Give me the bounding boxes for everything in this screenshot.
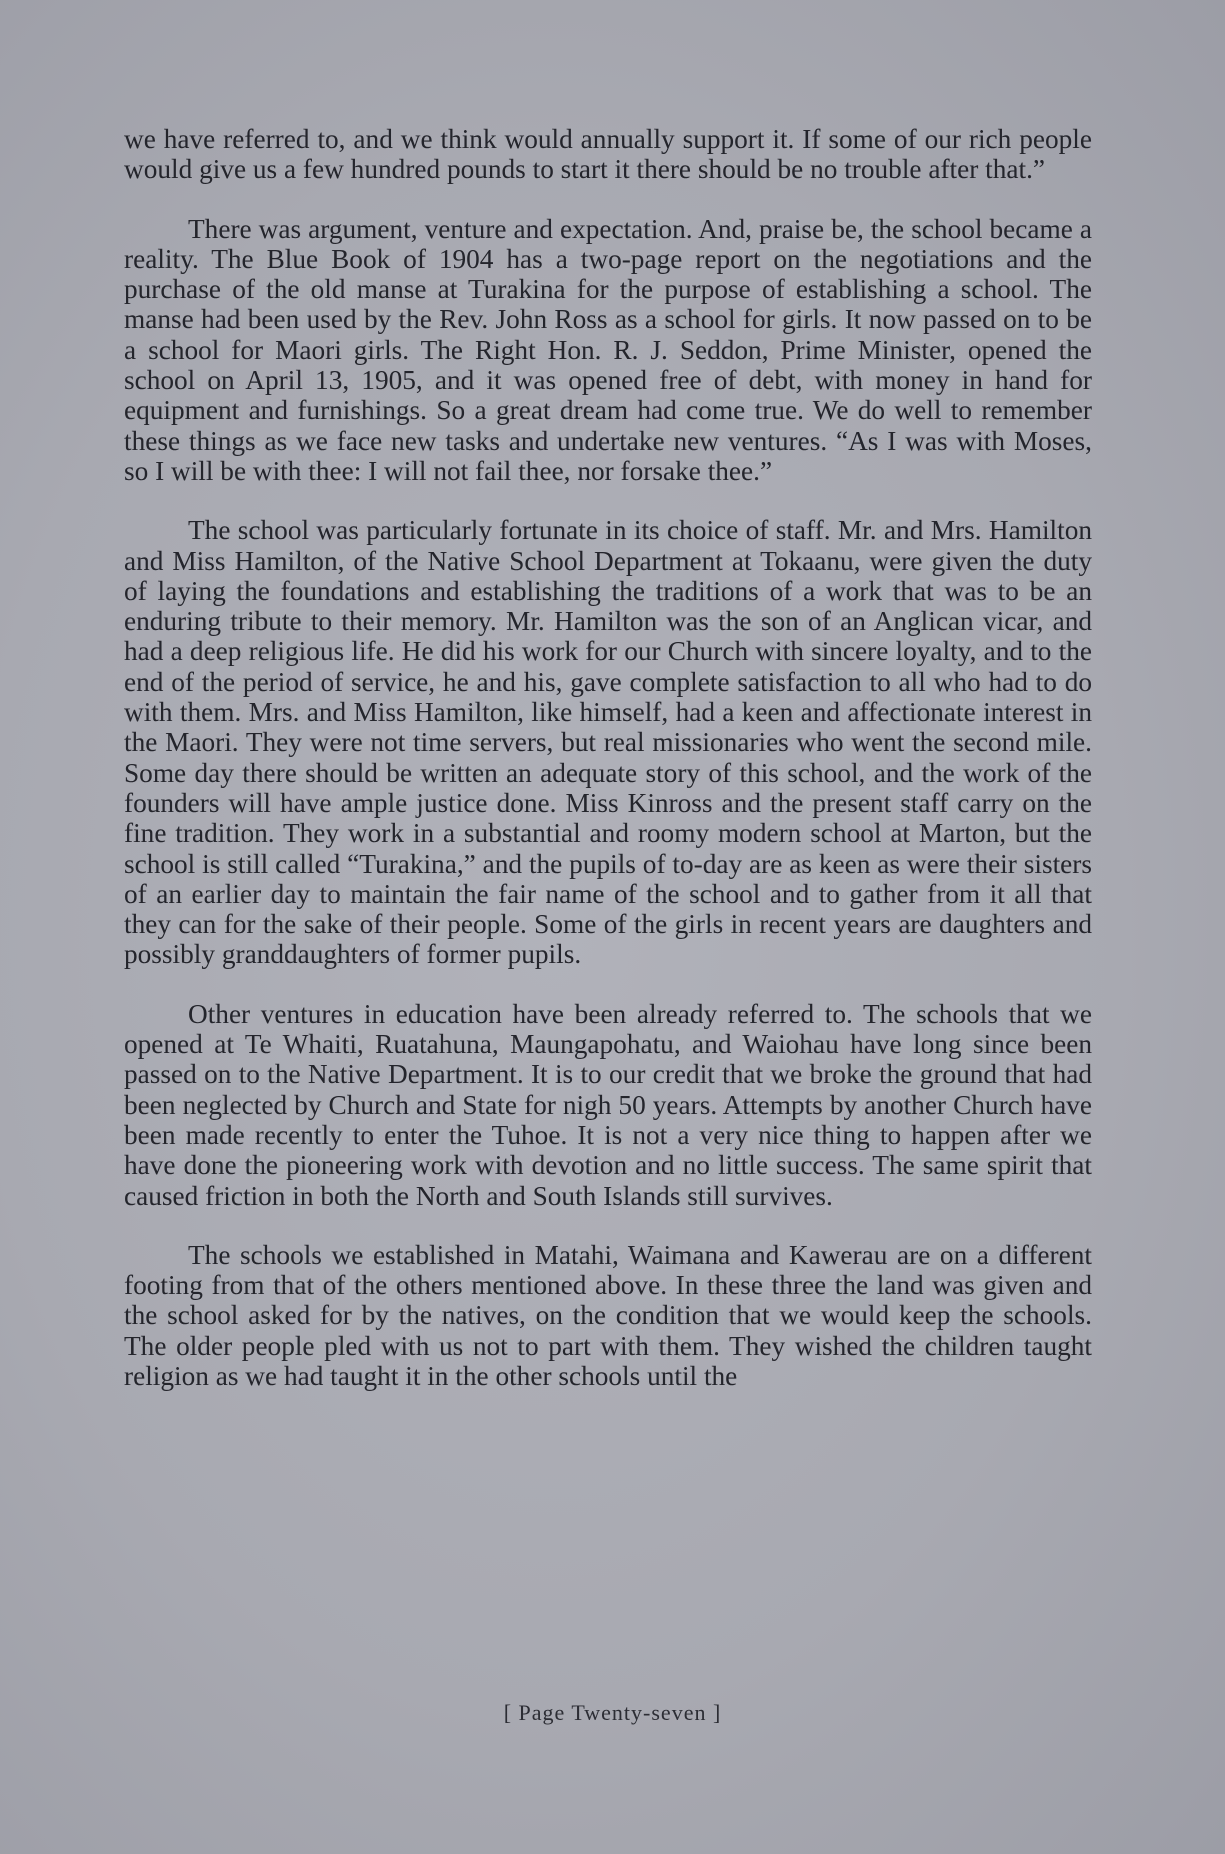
paragraph-2: There was argument, venture and expectation. And, praise be, the school became a reality. The Blue Book of 1904 has a two-page report on the negotiations and the purchase of the old manse at Turakina for the purpose of establishing a school. The manse had been used by the Rev. John Ross as a school for girls. It now passed on to be a school for Maori girls. The Right Hon. R. J. Seddon, Prime Minister, opened the school on April 13, 1905, and it was opened free of debt, with money in hand for equipment and furnishings. So a great dream had come true. We do well to remember these things as we face new tasks and undertake new ventures. “As I was with Moses, so I will be with thee: I will not fail thee, nor forsake thee.” (124, 213, 1092, 486)
page-number-footer: [ Page Twenty-seven ] (503, 1700, 722, 1725)
paragraph-1: we have referred to, and we think would annually support it. If some of our rich people would give us a few hundred pounds to start it there should be no trouble after that.” (124, 124, 1092, 185)
paragraph-4: Other ventures in education have been already referred to. The schools that we opened at Te Whaiti, Ruatahuna, Maungapohatu, and Waiohau have long since been passed on to the Native Department. It is to our credit that we broke the ground that had been neglected by Church and State for nigh 50 years. Attempts by another Church have been made recently to enter the Tuhoe. It is not a very nice thing to happen after we have done the pioneering work with devotion and no little success. The same spirit that caused friction in both the North and South Islands still survives. (124, 998, 1092, 1211)
body-text (124, 124, 1092, 1420)
paragraph-3: The school was particularly fortunate in its choice of staff. Mr. and Mrs. Hamilton and Miss Hamilton, of the Native School Department at Tokaanu, were given the duty of laying the foundations and establishing the traditions of a work that was to be an enduring tribute to their memory. Mr. Hamilton was the son of an Anglican vicar, and had a deep religious life. He did his work for our Church with sincere loyalty, and to the end of the period of service, he and his, gave complete satisfaction to all who had to do with them. Mrs. and Miss Hamilton, like himself, had a keen and affectionate interest in the Maori. They were not time servers, but real missionaries who went the second mile. Some day there should be written an adequate story of this school, and the work of the founders will have ample justice done. Miss Kinross and the present staff carry on the fine tradition. They work in a substantial and roomy modern school at Marton, but the school is still called “Turakina,” and the pupils of to-day are as keen as were their sisters of an earlier day to maintain the fair name of the school and to gather from it all that they can for the sake of their people. Some of the girls in recent years are daughters and possibly granddaughters of former pupils. (124, 515, 1092, 970)
paragraph-5: The schools we established in Matahi, Waimana and Kawerau are on a different footing from that of the others mentioned above. In these three the land was given and the school asked for by the natives, on the condition that we would keep the schools. The older people pled with us not to part with them. They wished the children taught religion as we had taught it in the other schools until the (124, 1239, 1092, 1391)
